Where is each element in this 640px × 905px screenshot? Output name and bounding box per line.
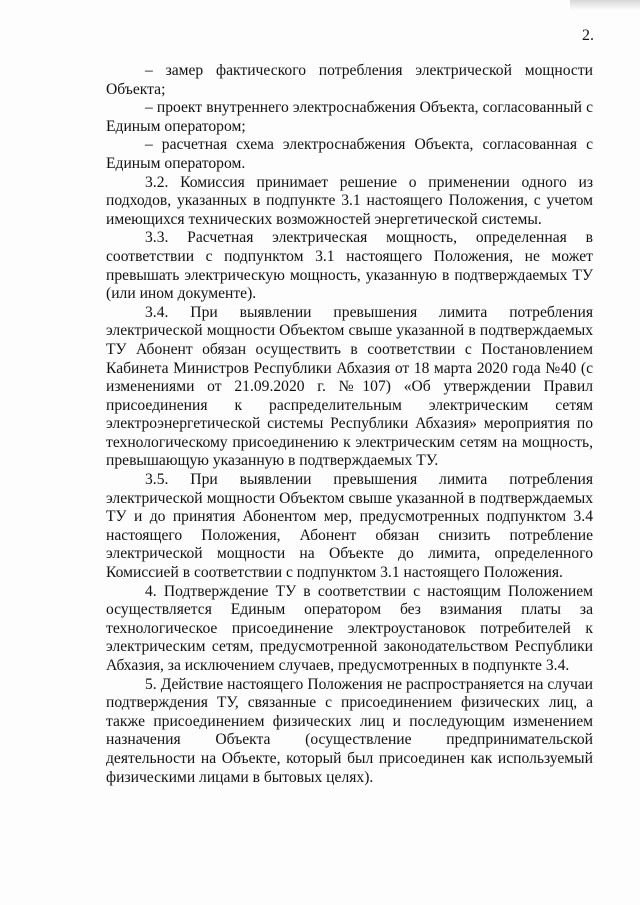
paragraph-5: 5. Действие настоящего Положения не распространяется на случаи подтверждения ТУ, связанные с присоединением физических лиц, а также присоединением физических лиц и последующим изменением назначения Объекта (осуществление предпринимательской деятельности на Объекте, который был присоединен как используемый физическими лицами в бытовых целях). xyxy=(106,675,593,786)
document-body xyxy=(106,62,593,787)
paragraph-3-4: 3.4. При выявлении превышения лимита потребления электрической мощности Объектом свыше указанной в подтверждаемых ТУ Абонент обязан осуществить в соответствии с Постановлением Кабинета Министров Республики Абхазия от 18 марта 2020 года №40 (с изменениями от 21.09.2020 г. №107) «Об утверждении Правил присоединения к распределительным электрическим сетям электроэнергетической системы Республики Абхазия» мероприятия по технологическому присоединению к электрическим сетям на мощность, превышающую указанную в подтверждаемых ТУ. xyxy=(106,303,593,470)
paragraph-calculation-scheme: – расчетная схема электроснабжения Объекта, согласованная с Единым оператором. xyxy=(106,136,593,172)
paragraph-3-2: 3.2. Комиссия принимает решение о применении одного из подходов, указанных в подпункте 3.1 настоящего Положения, с учетом имеющихся технических возможностей энергетической системы. xyxy=(106,173,593,228)
paragraph-3-5: 3.5. При выявлении превышения лимита потребления электрической мощности Объектом свыше указанной в подтверждаемых ТУ и до принятия Абонентом мер, предусмотренных подпунктом 3.4 настоящего Положения, Абонент обязан снизить потребление электрической мощности на Объекте до лимита, определенного Комиссией в соответствии с подпунктом 3.1 настоящего Положения. xyxy=(106,471,593,582)
scan-edge-shadow xyxy=(570,0,640,10)
paragraph-internal-project: – проект внутреннего электроснабжения Объекта, согласованный с Единым оператором; xyxy=(106,99,593,135)
paragraph-3-3: 3.3. Расчетная электрическая мощность, определенная в соответствии с подпунктом 3.1 настоящего Положения, не может превышать электрическую мощность, указанную в подтверждаемых ТУ (или ином документе). xyxy=(106,229,593,303)
page-number: 2. xyxy=(582,27,594,44)
paragraph-4: 4. Подтверждение ТУ в соответствии с настоящим Положением осуществляется Единым оператором без взимания платы за технологическое присоединение электроустановок потребителей к электрическим сетям, предусмотренной законодательством Республики Абхазия, за исключением случаев, предусмотренных в подпункте 3.4. xyxy=(106,582,593,674)
paragraph-measurement: – замер фактического потребления электрической мощности Объекта; xyxy=(106,62,593,98)
